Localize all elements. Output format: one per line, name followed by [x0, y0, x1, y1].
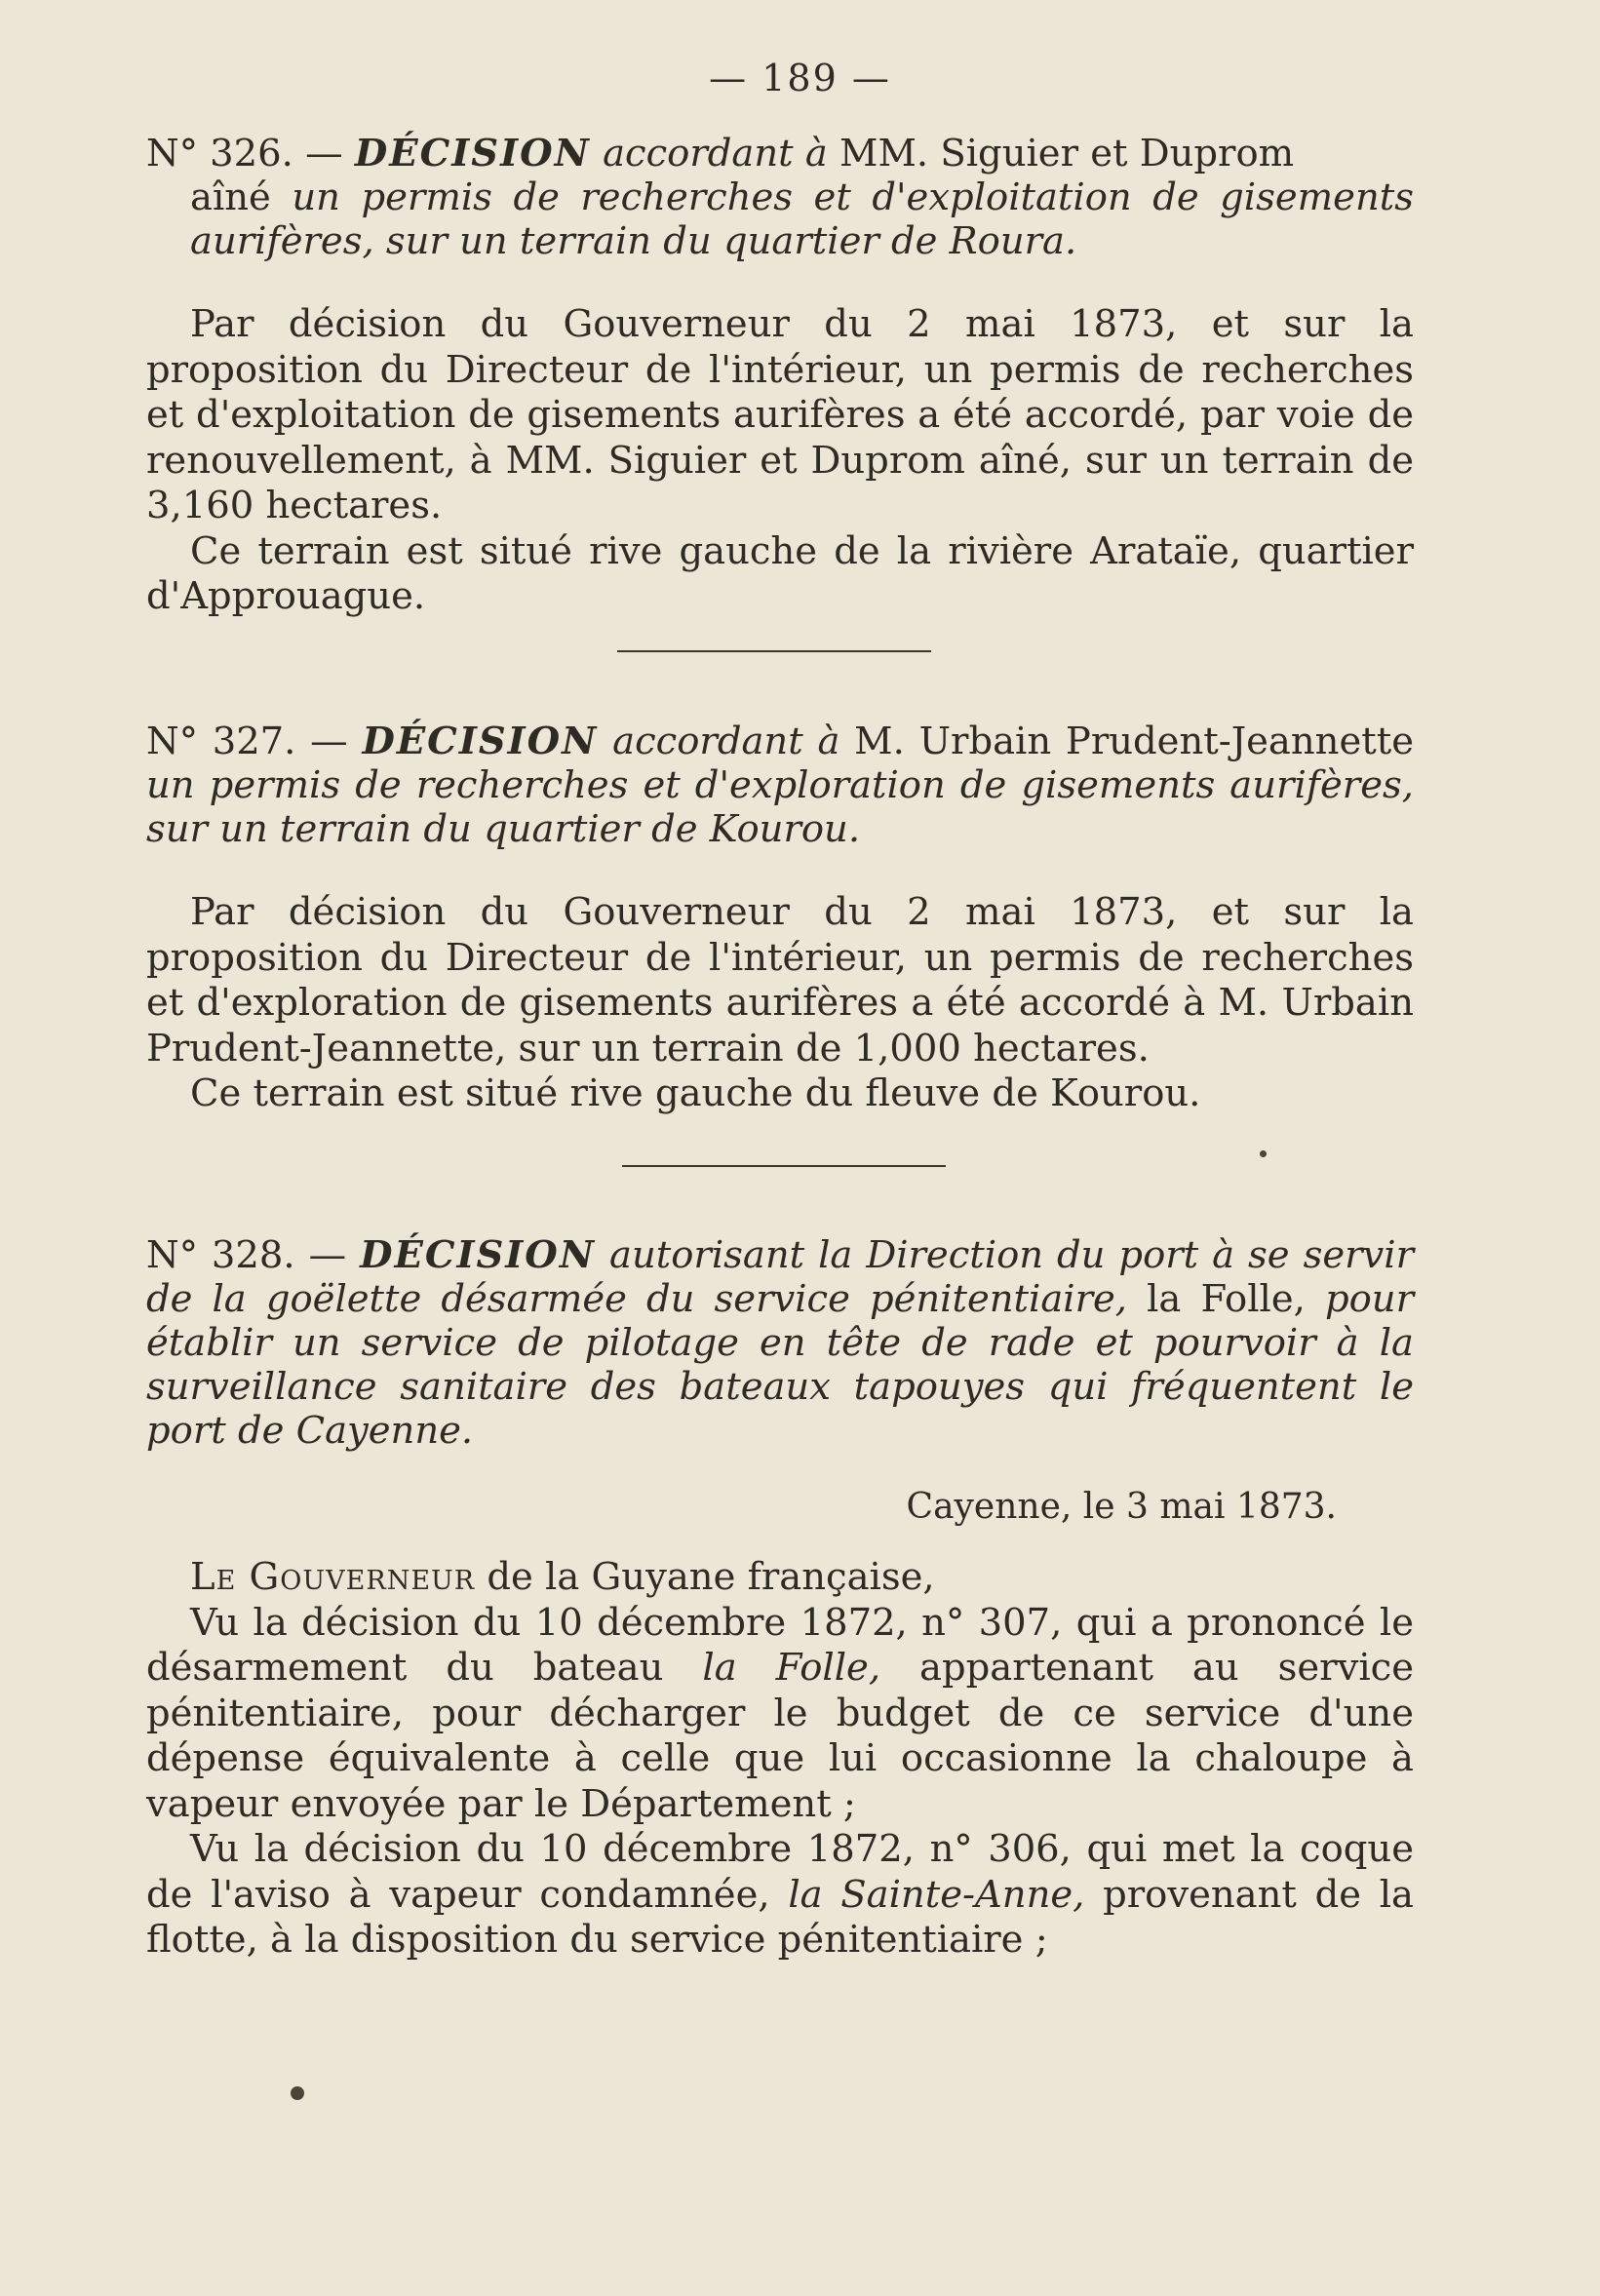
page-number: — 189 —	[709, 57, 891, 99]
text-run: Vu la décision du 10 décembre 1872, n° 307, qui a prononcé le désarmement du bateau	[146, 1600, 1414, 1690]
ink-speck	[291, 2086, 304, 2100]
entry-title: DÉCISION	[354, 132, 591, 175]
entry-number: N° 326. —	[146, 132, 343, 175]
considerant-1	[146, 1601, 1414, 1828]
text-run: appartenant au service pénitentiaire, pour décharger le budget de ce service d'une dépense équivalente à celle que lui occasionne la chaloupe à vapeur envoyée par le Département ;	[146, 1646, 1414, 1826]
entry-326	[146, 132, 1414, 620]
entry-heading	[146, 132, 1414, 263]
heading-lead: accordant à	[603, 132, 828, 175]
italic-run: la Sainte-Anne,	[788, 1872, 1085, 1917]
paragraph: Par décision du Gouverneur du 2 mai 1873, et sur la proposition du Directeur de l'intérieur, un permis de recherches et d'exploration de gisements aurifères a été accordé à M. Urbain Prudent-Jeannette, sur un terrain de 1,000 hectares.	[146, 890, 1414, 1070]
heading-rest: aîné	[190, 175, 271, 219]
entry-number: N° 327. —	[146, 720, 348, 763]
text-run: Vu la décision du 10 décembre 1872, n° 306, qui met la coque de l'aviso à vapeur condamnée,	[146, 1827, 1414, 1917]
considerant-2	[146, 1827, 1414, 1964]
heading-italic: autorisant la Direction du port à se servir de la goëlette désarmée du service pénitentiaire,	[146, 1233, 1414, 1321]
entry-327	[146, 720, 1414, 1117]
paragraph: Ce terrain est situé rive gauche du fleuve de Kourou.	[190, 1071, 1201, 1115]
heading-lead: accordant à	[612, 720, 840, 763]
heading-italic: un permis de recherches et d'exploitation de gisements aurifères, sur un terrain du quartier de Roura.	[190, 175, 1414, 263]
opening-line	[146, 1555, 1414, 1601]
heading-italic: un permis de recherches et d'exploration de gisements aurifères, sur un terrain du quartier de Kourou.	[146, 763, 1414, 851]
decision-body	[146, 1555, 1414, 1964]
entry-title: DÉCISION	[360, 1233, 597, 1277]
heading-italic: pour établir un service de pilotage en tête de rade et pourvoir à la surveillance sanitaire des bateaux tapouyes qui fréquentent le port de Cayenne.	[146, 1277, 1414, 1453]
opening-smallcaps: Le Gouverneur	[190, 1555, 476, 1599]
dateline: Cayenne, le 3 mai 1873.	[906, 1487, 1337, 1527]
entry-number: N° 328. —	[146, 1233, 347, 1277]
heading-roman: la Folle,	[1147, 1277, 1306, 1321]
heading-names: M. Urbain Prudent-Jeannette	[854, 720, 1414, 763]
ink-speck	[1260, 1150, 1267, 1157]
section-divider	[622, 1165, 946, 1167]
entry-328	[146, 1233, 1414, 1453]
entry-title: DÉCISION	[362, 720, 599, 763]
italic-run: la Folle,	[702, 1646, 881, 1690]
paragraph: Par décision du Gouverneur du 2 mai 1873, et sur la proposition du Directeur de l'intérieur, un permis de recherches et d'exploitation de gisements aurifères a été accordé, par voie de renouvellement, à MM. Siguier et Duprom aîné, sur un terrain de 3,160 hectares.	[146, 302, 1414, 527]
entry-heading	[146, 720, 1414, 851]
entry-heading	[146, 1233, 1414, 1453]
heading-names: MM. Siguier et Duprom	[839, 132, 1295, 175]
section-divider	[617, 650, 931, 652]
opening-rest: de la Guyane française,	[487, 1555, 935, 1599]
text-run: provenant de la flotte, à la disposition du service pénitentiaire ;	[146, 1872, 1414, 1962]
paragraph: Ce terrain est situé rive gauche de la rivière Arataïe, quartier d'Approuague.	[146, 528, 1414, 618]
